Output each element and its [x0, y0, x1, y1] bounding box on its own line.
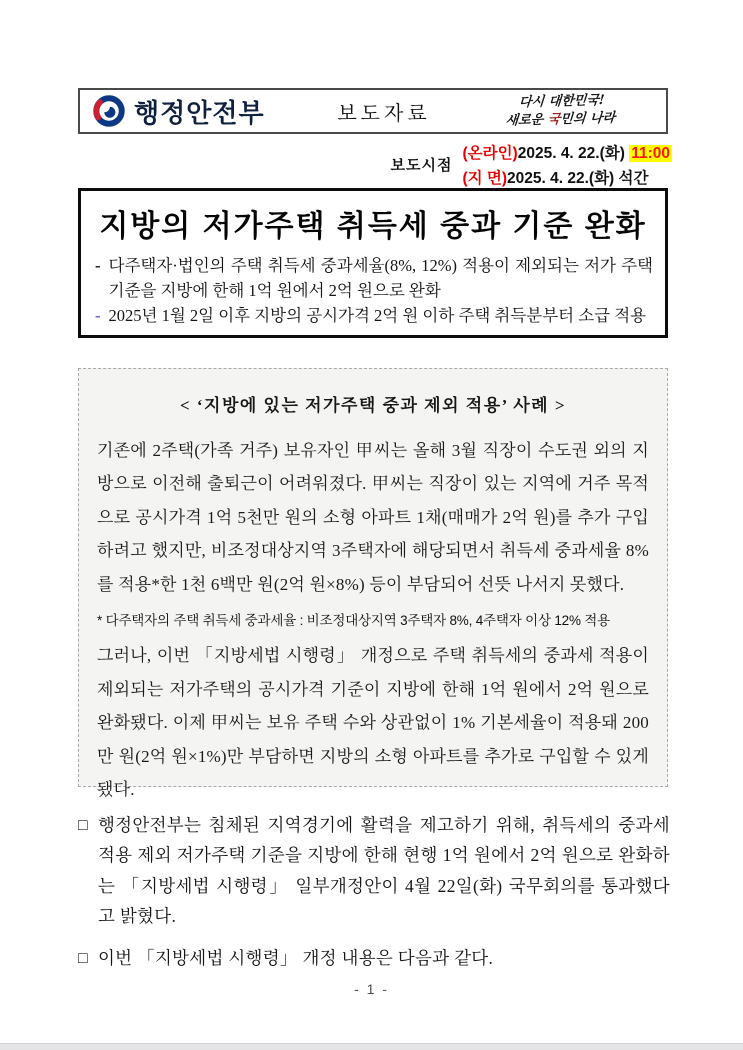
doc-type-label: 보도자료: [337, 102, 431, 125]
case-paragraph-2: 그러나, 이번 「지방세법 시행령」 개정으로 주택 취득세의 중과세 적용이 제외되는 저가주택의 공시가격 기준이 지방에 한해 1억 원에서 2억 원으로 완화됐다. 이제 甲씨는 보유 주택 수와 상관없이 1% 기본세율이 적용돼 200만 원(2억 원×1%)만 부담하면 지방의 소형 아파트를 추가로 구입할 수 있게 됐다.: [97, 646, 649, 800]
case-paragraph-1: 기존에 2주택(가족 거주) 보유자인 甲씨는 올해 3월 직장이 수도권 외의 지방으로 이전해 출퇴근이 어려워졌다. 甲씨는 직장이 있는 지역에 거주 목적으로 공시가격 1억 5천만 원의 소형 아파트 1채(매매가 2억 원)를 추가 구입하려고 했지만, 비조정대상지역 3주택자에 해당되면서 취득세 중과세율 8%를 적용*한 1천 6백만 원(2억 원×8%) 등이 부담되어 선뜻 나서지 못했다.: [97, 441, 649, 594]
slogan-line2-post: 민의 나라: [559, 110, 616, 128]
press-time-label: 보도시점: [390, 157, 453, 174]
bullet-text-2: 2025년 1월 2일 이후 지방의 공시가격 2억 원 이하 주택 취득분부터 소급 적용: [108, 306, 647, 326]
case-heading: < ‘지방에 있는 저가주택 중과 제외 적용’ 사례 >: [179, 396, 567, 415]
headline-bullet-2: [95, 303, 653, 328]
headline-box: [78, 188, 668, 338]
press-time-print-prefix: (지 면): [462, 170, 508, 187]
press-time-block: [391, 141, 673, 188]
body-paragraph-2-text: 이번 「지방세법 시행령」 개정 내용은 다음과 같다.: [97, 948, 494, 968]
headline-bullets: [95, 253, 653, 328]
bullet-text-1: 다주택자·법인의 주택 취득세 중과세율(8%, 12%) 적용이 제외되는 저가 주택 기준을 지방에 한해 1억 원에서 2억 원으로 완화: [108, 256, 653, 301]
press-time-lines: [462, 141, 672, 188]
taegeuk-logo-icon: [92, 94, 126, 128]
headline-title: 지방의 저가주택 취득세 중과 기준 완화: [99, 210, 647, 243]
slogan-line2-pre: 새로운: [504, 112, 549, 129]
case-example-box: [78, 368, 668, 800]
press-time-print: [462, 166, 672, 188]
case-footnote: * 다주택자의 주택 취득세 중과세율 : 비조정대상지역 3주택자 8%, 4주택자 이상 12% 적용: [97, 613, 610, 629]
slogan-line2-red: 국: [547, 112, 561, 128]
press-time-online-prefix: (온라인): [462, 145, 518, 162]
bottom-edge-strip: [0, 1043, 743, 1050]
body-paragraph-1: [78, 810, 670, 931]
square-bullet-icon: □: [78, 817, 88, 834]
ministry-name: 행정안전부: [134, 97, 265, 128]
square-bullet-icon: □: [78, 950, 88, 967]
body-paragraph-1-text: 행정안전부는 침체된 지역경기에 활력을 제고하기 위해, 취득세의 중과세 적용 제외 저가주택 기준을 지방에 한해 현행 1억 원에서 2억 원으로 완화하는 「지방세법 시행령」 일부개정안이 4월 22일(화) 국무회의를 통과했다고 밝혔다.: [97, 815, 670, 926]
press-time-print-date: 2025. 4. 22.(화) 석간: [507, 170, 649, 187]
headline-bullet-1: [95, 253, 653, 303]
page-number: - 1 -: [354, 981, 389, 997]
press-time-online-time: 11:00: [631, 145, 670, 162]
government-slogan: [465, 91, 668, 131]
header-box: [78, 88, 668, 134]
slogan-line1: 다시 대한민국!: [518, 93, 606, 111]
ministry-logo-block: [80, 93, 302, 130]
bullet-dash-1: -: [95, 256, 101, 275]
press-time-online-date: 2025. 4. 22.(화): [517, 145, 625, 162]
press-time-online: [462, 141, 672, 163]
body-paragraph-2: [78, 943, 670, 973]
bullet-dash-2: -: [95, 306, 101, 326]
